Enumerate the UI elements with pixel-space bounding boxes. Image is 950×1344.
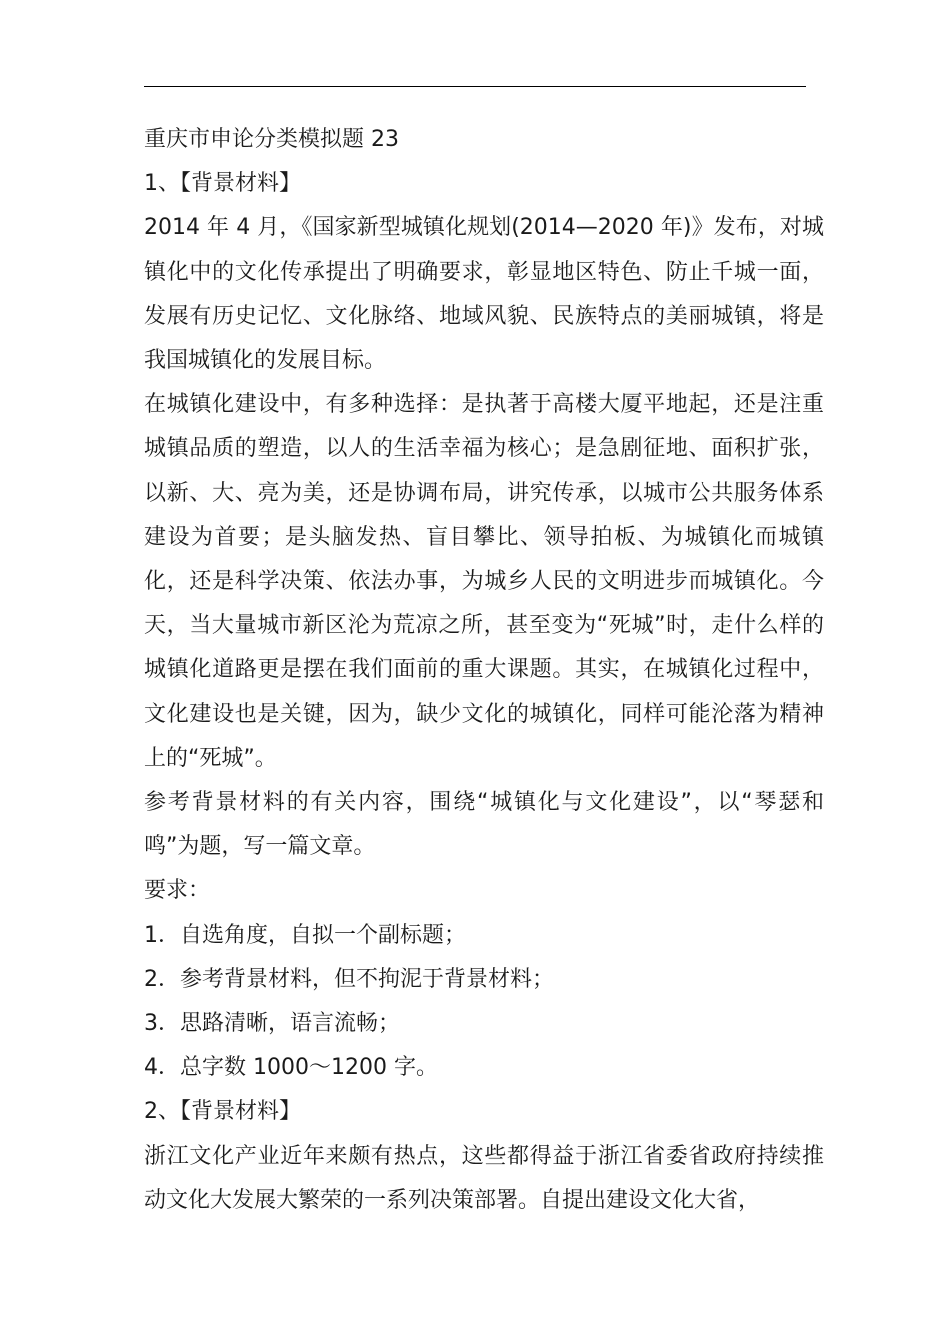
section-2-heading: 2、【背景材料】	[144, 1099, 301, 1125]
section-1-heading: 1、【背景材料】	[144, 171, 301, 197]
requirement-item: 1．自选角度，自拟一个副标题；	[144, 922, 466, 948]
requirement-item: 4．总字数 1000～1200 字。	[144, 1055, 438, 1081]
document-title: 重庆市申论分类模拟题 23	[144, 127, 399, 152]
requirement-item: 2．参考背景材料，但不拘泥于背景材料；	[144, 966, 554, 992]
requirements-heading: 要求：	[144, 878, 211, 904]
paragraph: 参考背景材料的有关内容，围绕“城镇化与文化建设”，以“琴瑟和鸣”为题，写一篇文章。	[144, 790, 824, 860]
document-body	[144, 118, 824, 1223]
header-rule	[144, 86, 806, 87]
paragraph: 在城镇化建设中，有多种选择：是执著于高楼大厦平地起，还是注重城镇品质的塑造，以人的生活幸福为核心；是急剧征地、面积扩张，以新、大、亮为美，还是协调布局，讲究传承，以城市公共服务体系建设为首要；是头脑发热、盲目攀比、领导拍板、为城镇化而城镇化，还是科学决策、依法办事，为城乡人民的文明进步而城镇化。今天，当大量城市新区沦为荒凉之所，甚至变为“死城”时，走什么样的城镇化道路更是摆在我们面前的重大课题。其实，在城镇化过程中，文化建设也是关键，因为，缺少文化的城镇化，同样可能沦落为精神上的“死城”。	[144, 392, 824, 771]
paragraph: 浙江文化产业近年来颇有热点，这些都得益于浙江省委省政府持续推动文化大发展大繁荣的一系列决策部署。自提出建设文化大省，	[144, 1143, 824, 1213]
requirement-item: 3．思路清晰，语言流畅；	[144, 1011, 400, 1037]
paragraph: 2014 年 4 月，《国家新型城镇化规划(2014—2020 年)》发布，对城镇化中的文化传承提出了明确要求，彰显地区特色、防止千城一面，发展有历史记忆、文化脉络、地域风貌、民族特点的美丽城镇，将是我国城镇化的发展目标。	[144, 215, 824, 374]
